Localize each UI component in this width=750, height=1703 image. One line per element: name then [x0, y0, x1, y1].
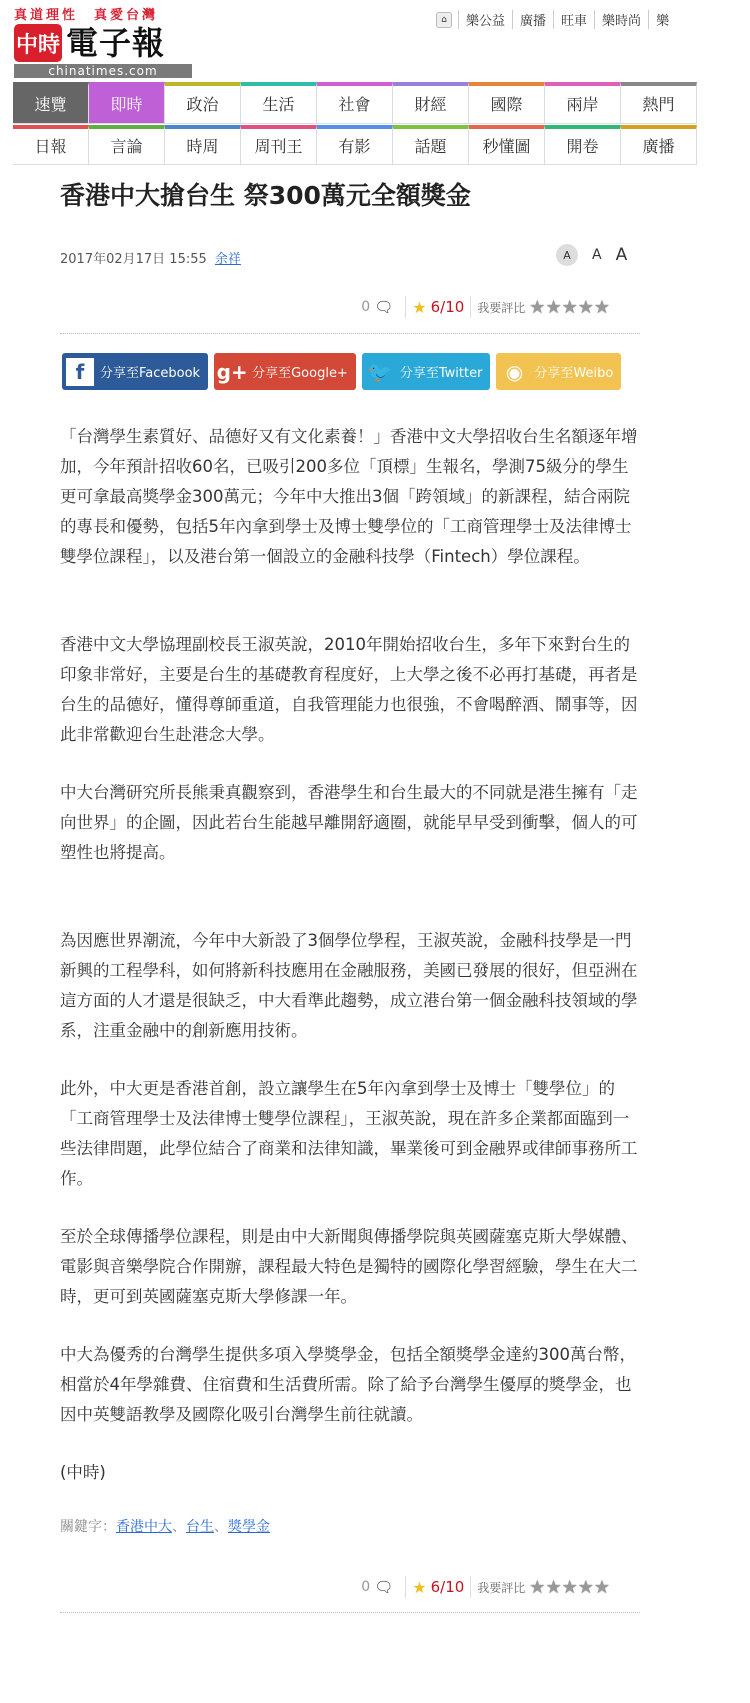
nav-tab[interactable]: 即時 [89, 82, 165, 124]
logo-url: chinatimes.com [14, 64, 192, 78]
nav-tab[interactable]: 速覽 [13, 82, 89, 124]
star-icon[interactable]: ★ [545, 1576, 562, 1598]
share-label: 分享至Google+ [252, 366, 348, 381]
twitter-icon: 🐦 [367, 359, 393, 384]
nav-tab[interactable]: 話題 [393, 125, 469, 165]
star-icon[interactable]: ★ [577, 296, 594, 318]
star-icon[interactable]: ★ [593, 1576, 610, 1598]
font-medium-button[interactable]: A [592, 247, 602, 263]
nav-tab[interactable]: 秒懂圖 [469, 125, 545, 165]
facebook-icon: f [66, 358, 94, 386]
nav-tab[interactable]: 熱門 [621, 82, 697, 124]
publish-date: 2017年02月17日 15:55 [60, 252, 207, 267]
star-icon[interactable]: ★ [545, 296, 562, 318]
logo-text[interactable]: 電子報 [66, 24, 166, 62]
star-icon[interactable]: ★ [561, 296, 578, 318]
comment-icon[interactable]: 🗨 [374, 298, 394, 316]
paragraph: 中大為優秀的台灣學生提供多項入學獎學金，包括全額獎學金達約300萬台幣，相當於4年學雜費、住宿費和生活費所需。除了給予台灣學生優厚的獎學金，也因中英雙語教學及國際化吸引台灣學生前往就讀。 [60, 1345, 636, 1424]
nav-tab[interactable]: 時周 [165, 125, 241, 165]
share-label: 分享至Facebook [100, 366, 201, 381]
google-plus-icon: g+ [216, 359, 248, 384]
star-icon[interactable]: ★ [577, 1576, 594, 1598]
nav-tab[interactable]: 政治 [165, 82, 241, 124]
weibo-icon: ◉ [505, 359, 524, 384]
share-buttons [62, 353, 621, 390]
paragraph: 中大台灣研究所長熊秉真觀察到，香港學生和台生最大的不同就是港生擁有「走向世界」的企圖，因此若台生能越早離開舒適圈，就能早早受到衝擊，個人的可塑性也將提高。 [60, 783, 638, 862]
keyword-separator: 、 [214, 1519, 228, 1535]
nav-tab[interactable]: 財經 [393, 82, 469, 124]
keyword-link[interactable]: 獎學金 [228, 1519, 270, 1535]
paragraph: 「台灣學生素質好、品德好又有文化素養！」香港中文大學招收台生名額逐年增加，今年預計招收60名，已吸引200多位「頂標」生報名，學測75級分的學生更可拿最高獎學金300萬元；今年中大推出3個「跨領域」的新課程，結合兩院的專長和優勢，包括5年內拿到學士及博士雙學位的「工商管理學士及法律博士雙學位課程」，以及港台第一個設立的金融科技學（Fintech）學位課程。 [60, 427, 638, 566]
keyword-link[interactable]: 香港中大 [116, 1519, 172, 1535]
nav-row-primary [13, 82, 697, 124]
star-icon[interactable]: ★ [593, 296, 610, 318]
rate-label: 我要評比 [477, 1580, 526, 1595]
nav-tab[interactable]: 國際 [469, 82, 545, 124]
star-icon[interactable]: ★ [529, 1576, 546, 1598]
share-button[interactable] [62, 353, 208, 390]
rating-score: 6/10 [430, 298, 465, 316]
keywords [60, 1516, 642, 1536]
font-size-controls [556, 244, 627, 266]
rating-bar-top [60, 296, 610, 318]
article-meta [60, 248, 241, 267]
share-label: 分享至Twitter [399, 366, 483, 381]
share-button[interactable] [214, 353, 356, 390]
nav-tab[interactable]: 兩岸 [545, 82, 621, 124]
rating-bar-bottom [60, 1576, 610, 1598]
nav-tab[interactable]: 有影 [317, 125, 393, 165]
toplink[interactable]: 樂時尚 [594, 10, 648, 29]
keyword-separator: 、 [172, 1519, 186, 1535]
logo-mark[interactable]: 中時 [14, 24, 62, 62]
nav-tab[interactable]: 日報 [13, 125, 89, 165]
slogan: 真道理性 真愛台灣 [14, 8, 159, 23]
nav-tab[interactable]: 開卷 [545, 125, 621, 165]
rate-stars[interactable] [529, 297, 610, 318]
comment-count: 0 [361, 299, 371, 315]
paragraph: 為因應世界潮流，今年中大新設了3個學位學程，王淑英說，金融科技學是一門新興的工程學科，如何將新科技應用在金融服務，美國已發展的很好，但亞洲在這方面的人才還是很缺乏，中大看準此趨勢，成立港台第一個金融科技領域的學系，注重金融中的創新應用技術。 [60, 931, 638, 1040]
star-icon[interactable]: ★ [529, 296, 546, 318]
rate-label: 我要評比 [477, 300, 526, 315]
share-label: 分享至Weibo [534, 366, 614, 381]
toplink[interactable]: 樂公益 [458, 10, 512, 29]
font-small-button[interactable]: A [556, 244, 578, 266]
toplink[interactable]: 廣播 [512, 10, 553, 29]
author-link[interactable]: 余祥 [214, 252, 241, 267]
article-column [60, 422, 642, 1653]
share-button[interactable] [362, 353, 491, 390]
home-icon[interactable]: ⌂ [436, 12, 452, 28]
nav-tab[interactable]: 社會 [317, 82, 393, 124]
font-large-button[interactable]: A [615, 245, 628, 265]
rating-score: 6/10 [430, 1578, 465, 1596]
divider [60, 333, 640, 334]
star-icon[interactable]: ★ [561, 1576, 578, 1598]
keywords-label: 關鍵字： [60, 1519, 116, 1535]
nav-tab[interactable]: 言論 [89, 125, 165, 165]
paragraph: 香港中文大學協理副校長王淑英說，2010年開始招收台生，多年下來對台生的印象非常好，主要是台生的基礎教育程度好，上大學之後不必再打基礎，再者是台生的品德好，懂得尊師重道，自我管理能力也很強，不會喝醉酒、鬧事等，因此非常歡迎台生赴港念大學。 [60, 635, 638, 744]
toplink[interactable]: 樂 [648, 10, 676, 29]
source-note: (中時) [60, 1463, 106, 1482]
nav-tab[interactable]: 廣播 [621, 125, 697, 165]
article-body [60, 422, 642, 1488]
nav-row-secondary [13, 125, 697, 165]
nav-tab[interactable]: 生活 [241, 82, 317, 124]
star-icon: ★ [412, 1577, 427, 1597]
nav-tab[interactable]: 周刊王 [241, 125, 317, 165]
comment-icon[interactable]: 🗨 [374, 1578, 394, 1596]
top-links [436, 10, 676, 29]
rate-stars[interactable] [529, 1577, 610, 1598]
keyword-link[interactable]: 台生 [186, 1519, 214, 1535]
paragraph: 至於全球傳播學位課程，則是由中大新聞與傳播學院與英國薩塞克斯大學媒體、電影與音樂學院合作開辦，課程最大特色是獨特的國際化學習經驗，學生在大二時，更可到英國薩塞克斯大學修課一年。 [60, 1227, 638, 1306]
article-title: 香港中大搶台生 祭300萬元全額獎金 [60, 181, 471, 210]
comment-count: 0 [361, 1579, 371, 1595]
toplink[interactable]: 旺車 [553, 10, 594, 29]
divider [60, 1612, 640, 1613]
star-icon: ★ [412, 297, 427, 317]
share-button[interactable] [496, 353, 621, 390]
paragraph: 此外，中大更是香港首創，設立讓學生在5年內拿到學士及博士「雙學位」的「工商管理學士及法律博士雙學位課程」，王淑英說，現在許多企業都面臨到一些法律問題，此學位結合了商業和法律知識，畢業後可到金融界或律師事務所工作。 [60, 1079, 638, 1188]
